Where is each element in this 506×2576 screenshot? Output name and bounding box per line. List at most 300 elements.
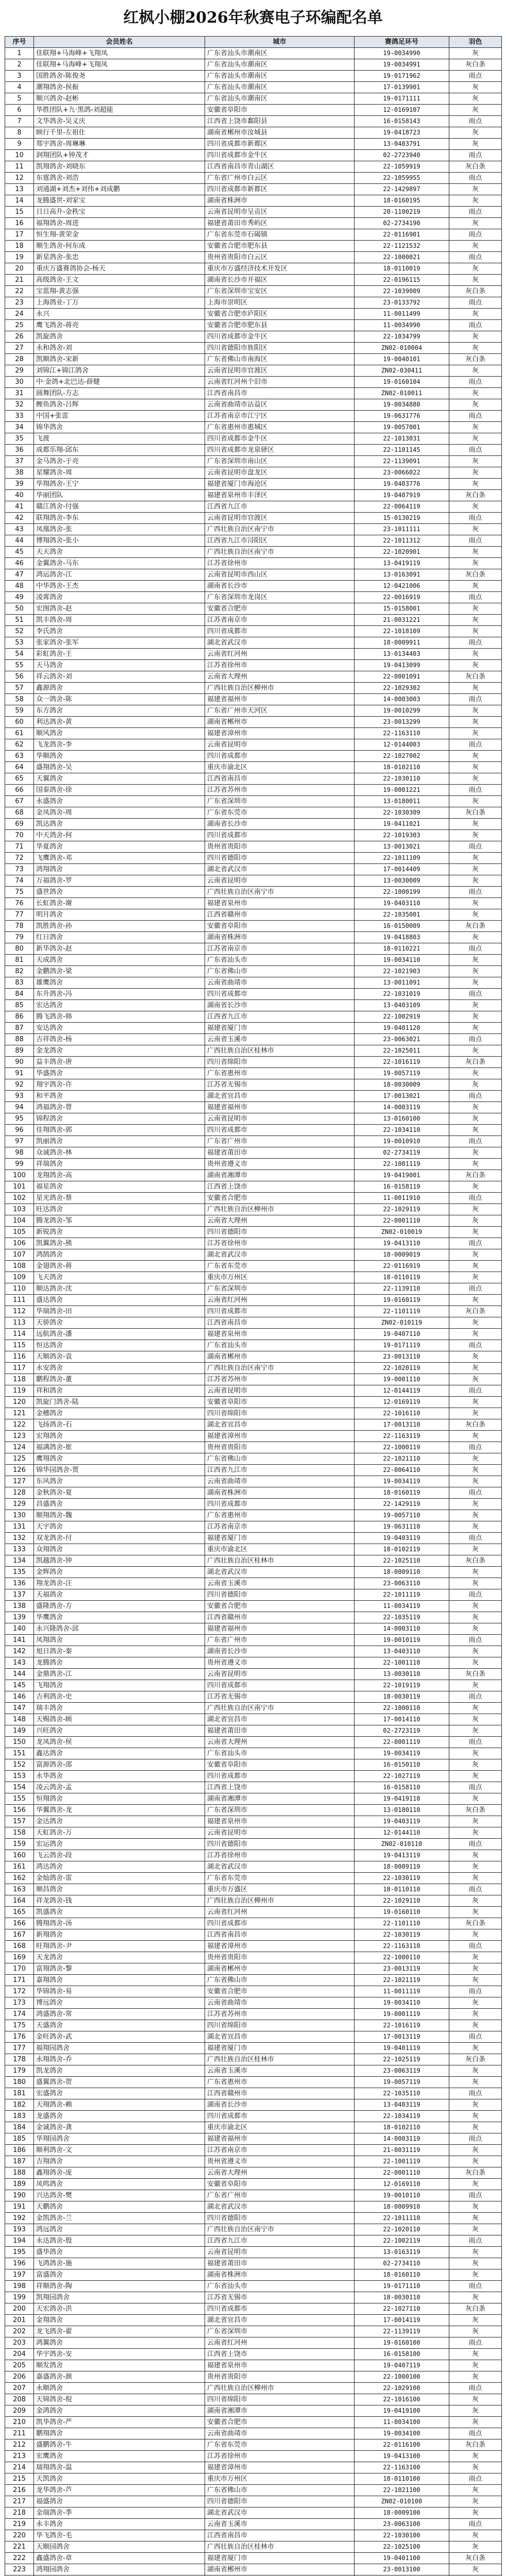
table-row <box>5 2428 502 2439</box>
cell-city: 湖南省郴州市 <box>205 1963 355 1975</box>
cell-ring-number: 19-0034100 <box>355 2428 449 2439</box>
cell-ring-number: 19-0401120 <box>355 1023 449 1034</box>
cell-number: 7 <box>5 116 34 127</box>
table-row <box>5 1374 502 1385</box>
cell-number: 223 <box>5 2564 34 2575</box>
cell-feather-color: 灰 <box>449 1861 502 1873</box>
cell-feather-color: 灰 <box>449 2043 502 2054</box>
cell-city: 福建省莆田市秀屿区 <box>205 218 355 229</box>
cell-feather-color: 雨点 <box>449 207 502 218</box>
cell-ring-number: 22-1163100 <box>355 2462 449 2473</box>
cell-member-name: 鸿翔鸽舍 <box>34 864 205 875</box>
cell-ring-number: 19-0057119 <box>355 2077 449 2088</box>
table-row <box>5 751 502 762</box>
cell-city: 福建省泉州市 <box>205 1816 355 1827</box>
table-row <box>5 864 502 875</box>
cell-city: 安徽省合肥市 <box>205 1986 355 1997</box>
table-row <box>5 1204 502 1215</box>
cell-member-name: 新华鸽舍-赵 <box>34 943 205 955</box>
table-row <box>5 1034 502 1045</box>
cell-feather-color: 灰 <box>449 1544 502 1555</box>
cell-ring-number: 22-1025110 <box>355 1555 449 1567</box>
cell-number: 40 <box>5 490 34 501</box>
cell-number: 156 <box>5 1805 34 1816</box>
table-row <box>5 2473 502 2485</box>
cell-number: 143 <box>5 1657 34 1669</box>
cell-member-name: 众诚鸽舍-林 <box>34 1147 205 1159</box>
table-row <box>5 331 502 343</box>
cell-member-name: 富翔鸽舍-黎 <box>34 1963 205 1975</box>
cell-member-name: 天马鸽舍 <box>34 660 205 671</box>
cell-ring-number: 19-0419100 <box>355 2405 449 2417</box>
table-row <box>5 354 502 365</box>
cell-number: 182 <box>5 2099 34 2111</box>
table-row <box>5 161 502 173</box>
cell-member-name: 顺利鸽舍-文 <box>34 2145 205 2156</box>
cell-feather-color: 雨点 <box>449 2031 502 2043</box>
cell-feather-color: 灰 <box>449 2315 502 2326</box>
cell-city: 四川省成都市金牛区 <box>205 433 355 445</box>
cell-ring-number: 18-0102110 <box>355 2122 449 2133</box>
cell-number: 16 <box>5 218 34 229</box>
cell-city: 江苏省徐州市 <box>205 558 355 569</box>
table-row <box>5 1918 502 1929</box>
cell-feather-color: 雨点 <box>449 592 502 603</box>
cell-feather-color: 雨点 <box>449 2383 502 2394</box>
cell-member-name: 腾飞鸽舍-韩 <box>34 1011 205 1023</box>
cell-member-name: 金凤鸽舍-周 <box>34 807 205 819</box>
cell-feather-color: 灰 <box>449 1873 502 1884</box>
cell-ring-number: 22-1429897 <box>355 184 449 195</box>
cell-city: 云南省昆明市官渡区 <box>205 513 355 524</box>
table-row <box>5 2496 502 2507</box>
cell-city: 安徽省合肥市 <box>205 603 355 615</box>
cell-ring-number: 11-0011119 <box>355 1986 449 1997</box>
cell-number: 99 <box>5 1159 34 1170</box>
cell-feather-color: 灰 <box>449 1963 502 1975</box>
cell-member-name: 凌云鸽舍-孟 <box>34 1782 205 1793</box>
cell-member-name: 博翔鸽舍-张小 <box>34 535 205 547</box>
cell-number: 50 <box>5 603 34 615</box>
cell-number: 120 <box>5 1397 34 1408</box>
table-row <box>5 173 502 184</box>
cell-number: 1 <box>5 48 34 59</box>
cell-city: 湖南省株洲市 <box>205 2269 355 2281</box>
cell-city: 贵州省贵阳市白云区 <box>205 252 355 263</box>
cell-number: 214 <box>5 2462 34 2473</box>
cell-city: 广东省汕头市 <box>205 955 355 966</box>
cell-feather-color: 灰 <box>449 1351 502 1363</box>
table-row <box>5 1986 502 1997</box>
cell-ring-number: 22-0116901 <box>355 229 449 241</box>
cell-member-name: 中华鸽舍-王杰 <box>34 581 205 592</box>
cell-ring-number: 22-0001110 <box>355 1215 449 1227</box>
cell-ring-number: 16-0158110 <box>355 1782 449 1793</box>
cell-number: 106 <box>5 1238 34 1249</box>
cell-member-name: 福翔园鸽舍 <box>34 2043 205 2054</box>
table-row <box>5 1057 502 1068</box>
cell-member-name: 飞扬鸽舍-石 <box>34 1419 205 1431</box>
table-row <box>5 2530 502 2541</box>
cell-feather-color: 灰 <box>449 1204 502 1215</box>
cell-ring-number: 22-1034799 <box>355 331 449 343</box>
cell-city: 福建省厦门市 <box>205 1533 355 1544</box>
cell-city: 江西省九江市 <box>205 501 355 513</box>
cell-feather-color: 灰 <box>449 603 502 615</box>
cell-ring-number: 22-1035001 <box>355 909 449 921</box>
cell-city: 江苏省南京市 <box>205 943 355 955</box>
table-row <box>5 343 502 354</box>
cell-ring-number: 18-0160195 <box>355 195 449 207</box>
cell-city: 湖南省郴州市 <box>205 2564 355 2575</box>
cell-feather-color: 雨点 <box>449 252 502 263</box>
cell-feather-color: 灰白条 <box>449 2439 502 2451</box>
cell-member-name: 盛鹏鸽舍-牛 <box>34 2439 205 2451</box>
cell-member-name: 腾翔鸽舍-汤 <box>34 1918 205 1929</box>
table-row <box>5 1884 502 1895</box>
cell-city: 安徽省合肥市 <box>205 2417 355 2428</box>
cell-feather-color: 灰 <box>449 1895 502 1907</box>
cell-feather-color: 灰白条 <box>449 671 502 683</box>
cell-number: 171 <box>5 1975 34 1986</box>
cell-city: 广东省广州市 <box>205 1635 355 1646</box>
cell-city: 广东省广州市 <box>205 2190 355 2201</box>
table-row <box>5 853 502 864</box>
cell-city: 云南省红河州个旧市 <box>205 377 355 388</box>
table-row <box>5 1113 502 1125</box>
cell-number: 122 <box>5 1419 34 1431</box>
cell-member-name: 凯翔鸽舍-刘晓东 <box>34 161 205 173</box>
table-row <box>5 1091 502 1102</box>
cell-feather-color: 灰 <box>449 1929 502 1941</box>
cell-ring-number: 22-1021119 <box>355 1975 449 1986</box>
cell-city: 四川省成都市 <box>205 1918 355 1929</box>
cell-number: 52 <box>5 626 34 637</box>
cell-member-name: 华翔鸽舍-王宁 <box>34 479 205 490</box>
cell-ring-number: 22-1011109 <box>355 853 449 864</box>
cell-member-name: 刘通湖+刘杰+刘伟+刘成鹏 <box>34 184 205 195</box>
cell-city: 云南省红河州 <box>205 2337 355 2349</box>
cell-member-name: 凌霄鸽舍 <box>34 592 205 603</box>
cell-ring-number: 22-0001119 <box>355 1737 449 1748</box>
cell-ring-number: 22-1035119 <box>355 1612 449 1623</box>
cell-feather-color: 灰 <box>449 1521 502 1533</box>
table-row <box>5 2235 502 2247</box>
cell-number: 116 <box>5 1351 34 1363</box>
cell-member-name: 盛隆鸽舍-方 <box>34 1601 205 1612</box>
table-row <box>5 2485 502 2496</box>
cell-member-name: 凯龙鸽舍 <box>34 2065 205 2077</box>
cell-feather-color: 灰 <box>449 2077 502 2088</box>
cell-city: 上海市崇明区 <box>205 297 355 309</box>
cell-feather-color: 雨点 <box>449 1091 502 1102</box>
cell-number: 36 <box>5 445 34 456</box>
cell-ring-number: 22-0001110 <box>355 2167 449 2179</box>
cell-feather-color: 灰 <box>449 762 502 773</box>
cell-feather-color: 灰 <box>449 977 502 989</box>
cell-member-name: 凯旋鸽舍 <box>34 331 205 343</box>
cell-member-name: 鸿翔园鸽舍 <box>34 2564 205 2575</box>
cell-member-name: 昌盛鸽舍 <box>34 1499 205 1510</box>
cell-member-name: 飞鹰鸽舍-邓 <box>34 853 205 864</box>
cell-number: 164 <box>5 1895 34 1907</box>
cell-feather-color: 雨点 <box>449 1193 502 1204</box>
cell-member-name: 华锦鸽舍-易 <box>34 1986 205 1997</box>
cell-member-name: 凯胜鸽舍-孙 <box>34 921 205 932</box>
cell-feather-color: 雨点 <box>449 1442 502 1453</box>
cell-number: 82 <box>5 966 34 977</box>
cell-feather-color: 灰 <box>449 2326 502 2337</box>
cell-number: 3 <box>5 71 34 82</box>
cell-member-name: 天福鸽舍 <box>34 1589 205 1601</box>
cell-member-name: 金翼鸽舍-马东 <box>34 558 205 569</box>
cell-member-name: 高级鸽舍-王文 <box>34 275 205 286</box>
cell-ring-number: 17-0013119 <box>355 2031 449 2043</box>
cell-member-name: 宝蓝翔-黄志强 <box>34 286 205 297</box>
cell-feather-color: 灰 <box>449 2213 502 2224</box>
cell-member-name: 天虹鸽舍-万 <box>34 1827 205 1839</box>
cell-ring-number: 13-0013021 <box>355 841 449 853</box>
cell-ring-number: 22-1030309 <box>355 807 449 819</box>
cell-member-name: 长虹鸽舍-谢 <box>34 898 205 909</box>
table-row <box>5 1646 502 1657</box>
cell-feather-color: 灰 <box>449 2020 502 2031</box>
table-row <box>5 467 502 479</box>
table-row <box>5 637 502 649</box>
cell-city: 广西壮族自治区桂林市 <box>205 1045 355 1057</box>
table-row <box>5 1635 502 1646</box>
cell-feather-color: 灰 <box>449 705 502 717</box>
cell-feather-color: 灰 <box>449 558 502 569</box>
cell-member-name: 翔宇鸽舍-许 <box>34 1079 205 1091</box>
cell-member-name: 天宏鸽舍-洪 <box>34 2303 205 2315</box>
table-row <box>5 286 502 297</box>
cell-city: 福建省福州市 <box>205 1623 355 1635</box>
cell-feather-color: 灰 <box>449 2156 502 2167</box>
cell-member-name: 鸿鹄鸽舍 <box>34 1249 205 1261</box>
cell-city: 江苏省南京市 <box>205 2145 355 2156</box>
cell-feather-color: 灰 <box>449 1453 502 1465</box>
cell-city: 云南省玉溪市 <box>205 2065 355 2077</box>
table-row <box>5 93 502 105</box>
cell-member-name: 旺翔鸽舍-尹 <box>34 1941 205 1952</box>
cell-member-name: 鲤鱼鸽舍-吕辉 <box>34 399 205 411</box>
cell-ring-number: 22-1034119 <box>355 2111 449 2122</box>
header-ring-number: 赛鸽足环号 <box>355 37 449 48</box>
table-row <box>5 105 502 116</box>
cell-ring-number: 22-1011119 <box>355 1589 449 1601</box>
cell-number: 58 <box>5 694 34 705</box>
cell-feather-color: 灰 <box>449 1431 502 1442</box>
table-row <box>5 2439 502 2451</box>
cell-ring-number: 19-0407119 <box>355 2360 449 2371</box>
table-row <box>5 1623 502 1635</box>
table-row <box>5 2247 502 2258</box>
cell-feather-color: 雨点 <box>449 71 502 82</box>
cell-city: 安徽省合肥市肥东县 <box>205 241 355 252</box>
cell-member-name: 天顺园鸽舍 <box>34 2541 205 2553</box>
cell-member-name: 新锐鸽舍 <box>34 1227 205 1238</box>
table-row <box>5 2519 502 2530</box>
cell-ring-number: 19-0403110 <box>355 898 449 909</box>
cell-feather-color: 雨点 <box>449 1782 502 1793</box>
cell-member-name: 龙盛鸽舍 <box>34 2111 205 2122</box>
cell-city: 广东省佛山市 <box>205 1975 355 1986</box>
cell-ring-number: 13-0180110 <box>355 1805 449 1816</box>
cell-member-name: 李氏鸽舍 <box>34 626 205 637</box>
cell-feather-color: 灰 <box>449 1612 502 1623</box>
cell-ring-number: 19-0418723 <box>355 127 449 139</box>
table-row <box>5 728 502 739</box>
cell-member-name: 潮翔鸽舍-侯振 <box>34 82 205 93</box>
cell-member-name: 顺昌鸽舍 <box>34 1884 205 1895</box>
table-row <box>5 2043 502 2054</box>
cell-number: 42 <box>5 513 34 524</box>
cell-feather-color: 雨点 <box>449 116 502 127</box>
table-row <box>5 1261 502 1272</box>
cell-ring-number: 22-1029119 <box>355 1204 449 1215</box>
cell-city: 广东省惠州市 <box>205 2077 355 2088</box>
cell-ring-number: 22-1001119 <box>355 1159 449 1170</box>
cell-city: 广东省惠州市 <box>205 1510 355 1521</box>
cell-number: 127 <box>5 1476 34 1487</box>
table-row <box>5 1782 502 1793</box>
cell-city: 湖南省郴州市汝城县 <box>205 127 355 139</box>
cell-number: 74 <box>5 875 34 887</box>
cell-number: 98 <box>5 1147 34 1159</box>
cell-city: 云南省曲靖市 <box>205 1997 355 2009</box>
table-row <box>5 1601 502 1612</box>
cell-ring-number: 19-0160104 <box>355 377 449 388</box>
cell-feather-color: 灰 <box>449 1249 502 1261</box>
cell-city: 广东省汕头市 <box>205 1748 355 1759</box>
cell-feather-color: 雨点 <box>449 1691 502 1703</box>
cell-member-name: 福星鸽舍 <box>34 1181 205 1193</box>
cell-number: 166 <box>5 1918 34 1929</box>
cell-number: 203 <box>5 2337 34 2349</box>
cell-ring-number: 22-0001091 <box>355 671 449 683</box>
cell-feather-color: 灰 <box>449 48 502 59</box>
cell-feather-color: 灰 <box>449 1159 502 1170</box>
table-row <box>5 1963 502 1975</box>
cell-ring-number: 23-0013110 <box>355 1351 449 1363</box>
cell-number: 174 <box>5 2009 34 2020</box>
cell-city: 江苏省苏州市 <box>205 785 355 796</box>
cell-ring-number: 18-0102119 <box>355 1544 449 1555</box>
cell-number: 123 <box>5 1431 34 1442</box>
cell-city: 江苏省无锡市 <box>205 2292 355 2303</box>
cell-feather-color: 灰 <box>449 547 502 558</box>
cell-member-name: 鸿盛鸽舍-常 <box>34 2009 205 2020</box>
table-row <box>5 1567 502 1578</box>
cell-member-name: 永顺鸽舍 <box>34 2383 205 2394</box>
cell-city: 湖北省武汉市 <box>205 864 355 875</box>
table-row <box>5 1725 502 1737</box>
cell-city: 湖南省株洲市 <box>205 932 355 943</box>
cell-city: 云南省昆明市呈贡区 <box>205 207 355 218</box>
cell-ring-number: 13-0163119 <box>355 2247 449 2258</box>
cell-member-name: 新星鸽舍-张忠 <box>34 252 205 263</box>
cell-number: 41 <box>5 501 34 513</box>
cell-member-name: 龙飞鸽舍-翟 <box>34 2326 205 2337</box>
cell-member-name: 鑫源鸽舍 <box>34 683 205 694</box>
cell-member-name: 龙华鸽舍-芦 <box>34 2485 205 2496</box>
cell-number: 115 <box>5 1340 34 1351</box>
cell-feather-color: 灰 <box>449 1295 502 1306</box>
cell-member-name: 宏图鸽舍-赵 <box>34 603 205 615</box>
cell-feather-color: 灰 <box>449 2394 502 2405</box>
cell-member-name: 顺翔鸽舍-魏 <box>34 1510 205 1521</box>
cell-city: 云南省昆明市 <box>205 2247 355 2258</box>
cell-ring-number: 14-0003119 <box>355 1102 449 1113</box>
cell-ring-number: 19-0160119 <box>355 1295 449 1306</box>
table-row <box>5 1442 502 1453</box>
cell-ring-number: 22-1021100 <box>355 2485 449 2496</box>
cell-number: 89 <box>5 1045 34 1057</box>
cell-member-name: 联翔鸽舍-李东 <box>34 513 205 524</box>
cell-member-name: 盛世鸽舍 <box>34 887 205 898</box>
cell-number: 130 <box>5 1510 34 1521</box>
cell-ring-number: 22-1025119 <box>355 2054 449 2065</box>
table-row <box>5 1816 502 1827</box>
cell-number: 104 <box>5 1215 34 1227</box>
cell-ring-number: 22-1019119 <box>355 1680 449 1691</box>
cell-ring-number: ZN02-010011 <box>355 388 449 399</box>
cell-city: 福建省福州市 <box>205 2133 355 2145</box>
cell-number: 147 <box>5 1703 34 1714</box>
cell-city: 江西省南昌市 <box>205 1317 355 1329</box>
cell-number: 208 <box>5 2394 34 2405</box>
cell-city: 云南省大理州 <box>205 2167 355 2179</box>
cell-ring-number: 19-0419110 <box>355 1793 449 1805</box>
cell-city: 广东省佛山市南海区 <box>205 354 355 365</box>
cell-feather-color: 灰 <box>449 309 502 320</box>
cell-feather-color: 灰白条 <box>449 161 502 173</box>
table-row <box>5 241 502 252</box>
cell-city: 四川省德阳市 <box>205 853 355 864</box>
cell-number: 64 <box>5 762 34 773</box>
table-row <box>5 229 502 241</box>
cell-feather-color: 灰 <box>449 218 502 229</box>
table-row <box>5 2371 502 2383</box>
table-row <box>5 807 502 819</box>
cell-number: 109 <box>5 1272 34 1283</box>
cell-member-name: 鹰翔鸽舍 <box>34 1453 205 1465</box>
cell-ring-number: 22-1029110 <box>355 1895 449 1907</box>
cell-ring-number: 22-1429119 <box>355 1499 449 1510</box>
table-row <box>5 2054 502 2065</box>
table-row <box>5 1748 502 1759</box>
cell-city: 重庆市万州区 <box>205 2473 355 2485</box>
cell-city: 福建省福州市 <box>205 1102 355 1113</box>
cell-number: 105 <box>5 1227 34 1238</box>
table-row <box>5 671 502 683</box>
cell-city: 福建省莆田市 <box>205 1725 355 1737</box>
cell-feather-color: 灰 <box>449 1023 502 1034</box>
cell-city: 福建省漳州市 <box>205 728 355 739</box>
cell-number: 198 <box>5 2281 34 2292</box>
cell-feather-color: 雨点 <box>449 1533 502 1544</box>
cell-ring-number: 23-0063021 <box>355 1034 449 1045</box>
table-row <box>5 2405 502 2417</box>
cell-number: 194 <box>5 2235 34 2247</box>
cell-ring-number: 12-0169110 <box>355 2179 449 2190</box>
table-row <box>5 1895 502 1907</box>
cell-ring-number: 21-0031119 <box>355 2145 449 2156</box>
table-row <box>5 1068 502 1079</box>
cell-member-name: 文华鸽舍-吴义庆 <box>34 116 205 127</box>
cell-member-name: 恒达鸽舍 <box>34 1340 205 1351</box>
